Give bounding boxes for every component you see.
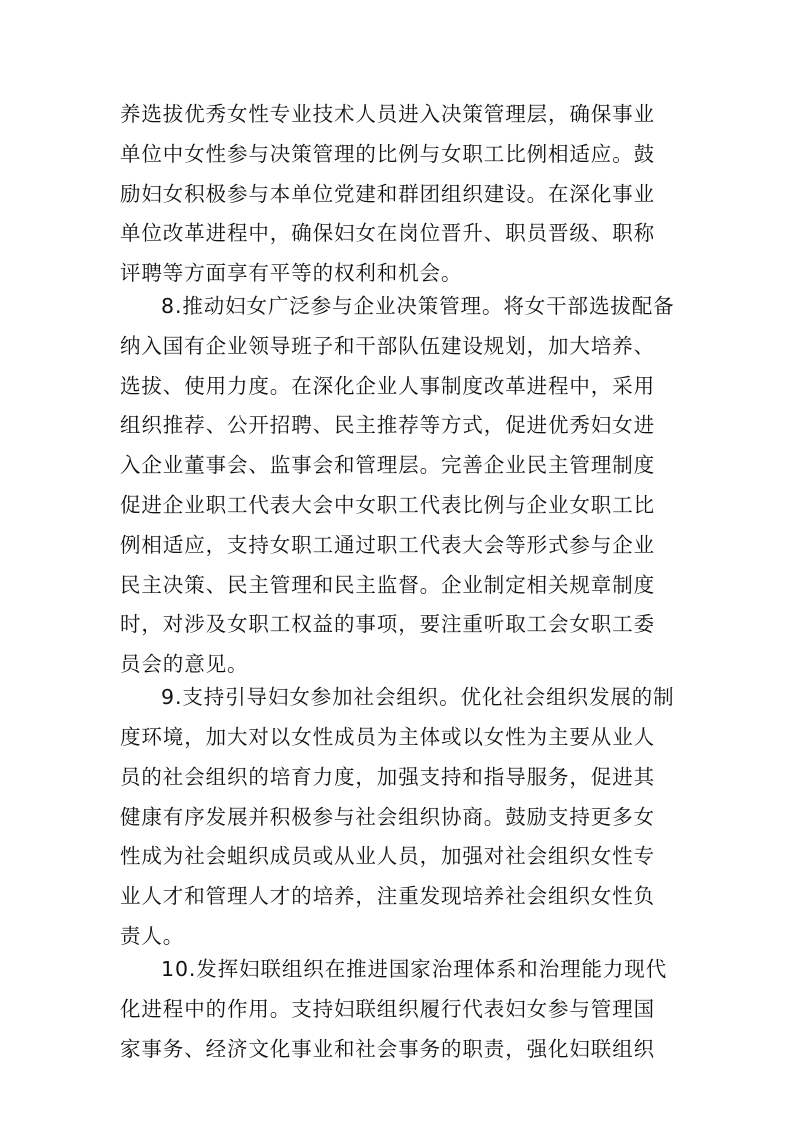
text-line-8: 选拔、使用力度。在深化企业人事制度改革进程中，采用 bbox=[120, 374, 655, 398]
text-line-2: 单位中女性参与决策管理的比例与女职工比例相适应。鼓 bbox=[120, 142, 655, 166]
text-line-7: 纳入国有企业领导班子和干部队伍建设规划，加大培养、 bbox=[120, 334, 655, 358]
text-line-14: 时，对涉及女职工权益的事项，要注重听取工会女职工委 bbox=[120, 612, 655, 636]
text-line-20: 性成为社会蛆织成员或从业人员，加强对社会组织女性专 bbox=[120, 844, 655, 868]
text-line-1: 养选拔优秀女性专业技术人员进入决策管理层，确保事业 bbox=[120, 102, 655, 126]
text-line-15: 员会的意见。 bbox=[120, 652, 249, 676]
text-line-17: 度环境，加大对以女性成员为主体或以女性为主要从业人 bbox=[120, 725, 655, 749]
paragraph-10-heading-line: 10.发挥妇联组织在推进国家治理体系和治理能力现代 bbox=[161, 957, 668, 981]
text-line-4: 单位改革进程中，确保妇女在岗位晋升、职员晋级、职称 bbox=[120, 221, 655, 245]
text-line-5: 评聘等方面享有平等的权利和机会。 bbox=[120, 261, 463, 285]
text-line-21: 业人才和管理人才的培养，注重发现培养社会组织女性负 bbox=[120, 884, 655, 908]
paragraph-9-heading-line: 9.支持引导妇女参加社会组织。优化社会组织发展的制 bbox=[161, 685, 675, 709]
text-line-3: 励妇女积极参与本单位党建和群团组织建设。在深化事业 bbox=[120, 182, 655, 206]
text-line-11: 促进企业职工代表大会中女职工代表比例与企业女职工比 bbox=[120, 493, 655, 517]
text-line-18: 员的社会组织的培育力度，加强支持和指导服务，促进其 bbox=[120, 765, 655, 789]
text-line-22: 责人。 bbox=[120, 924, 185, 948]
text-line-9: 组织推荐、公开招聘、民主推荐等方式，促进优秀妇女进 bbox=[120, 413, 655, 437]
paragraph-8-heading-line: 8.推动妇女广泛参与企业决策管理。将女干部选拔配备 bbox=[161, 294, 675, 318]
text-line-25: 家事务、经济文化事业和社会事务的职责，强化妇联组织 bbox=[120, 1037, 655, 1061]
text-line-19: 健康有序发展并积极参与社会组织协商。鼓励支持更多女 bbox=[120, 805, 655, 829]
text-line-12: 例相适应，支持女职工通过职工代表大会等形式参与企业 bbox=[120, 533, 655, 557]
text-line-13: 民主决策、民主管理和民主监督。企业制定相关规章制度 bbox=[120, 573, 655, 597]
text-line-10: 入企业董事会、监事会和管理层。完善企业民主管理制度 bbox=[120, 453, 655, 477]
text-line-24: 化进程中的作用。支持妇联组织履行代表妇女参与管理国 bbox=[120, 997, 655, 1021]
